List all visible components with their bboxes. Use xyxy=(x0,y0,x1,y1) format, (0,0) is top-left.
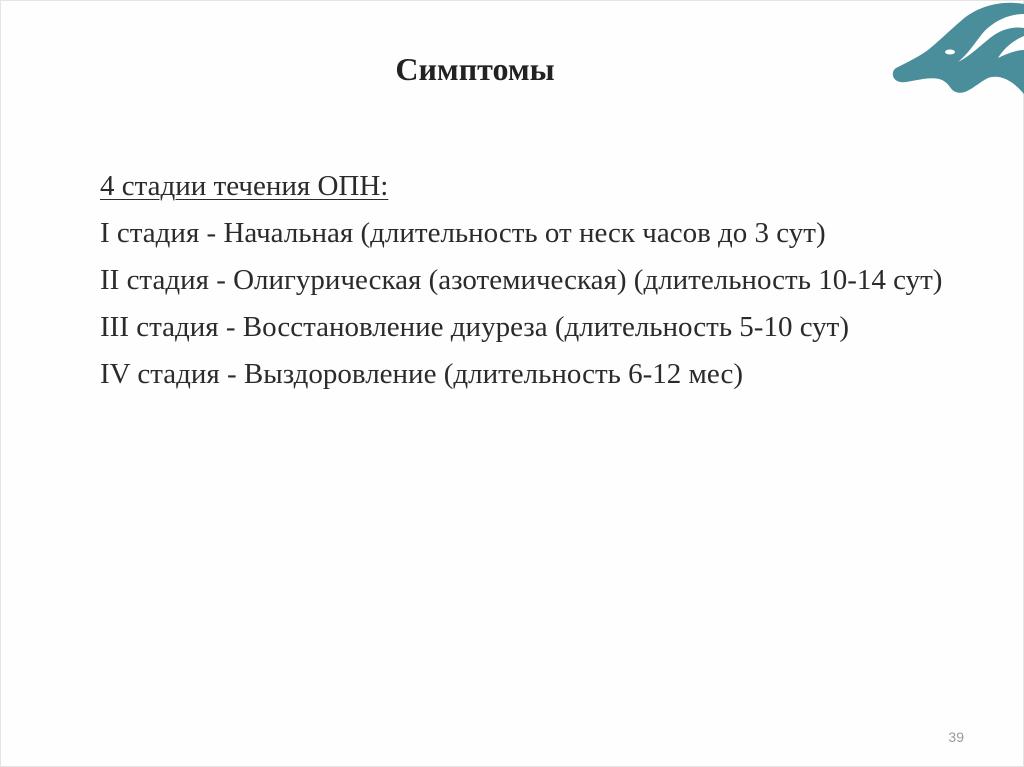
list-intro-text: 4 стадии течения ОПН: xyxy=(100,170,389,202)
list-item-stage-1: I стадия - Начальная (длительность от неск часов до 3 сут) xyxy=(100,217,826,249)
list-item-stage-3: III стадия - Восстановление диуреза (длительность 5-10 сут) xyxy=(100,311,850,343)
list-intro xyxy=(60,166,960,206)
slide-title: Симптомы xyxy=(395,51,555,87)
page-number: 39 xyxy=(948,729,964,745)
list-item-stage-2: II стадия - Олигурическая (азотемическая) (длительность 10-14 сут) xyxy=(100,264,943,296)
list-item-stage-4: IV стадия - Выздоровление (длительность 6-12 мес) xyxy=(100,358,743,390)
stages-list xyxy=(60,166,960,401)
